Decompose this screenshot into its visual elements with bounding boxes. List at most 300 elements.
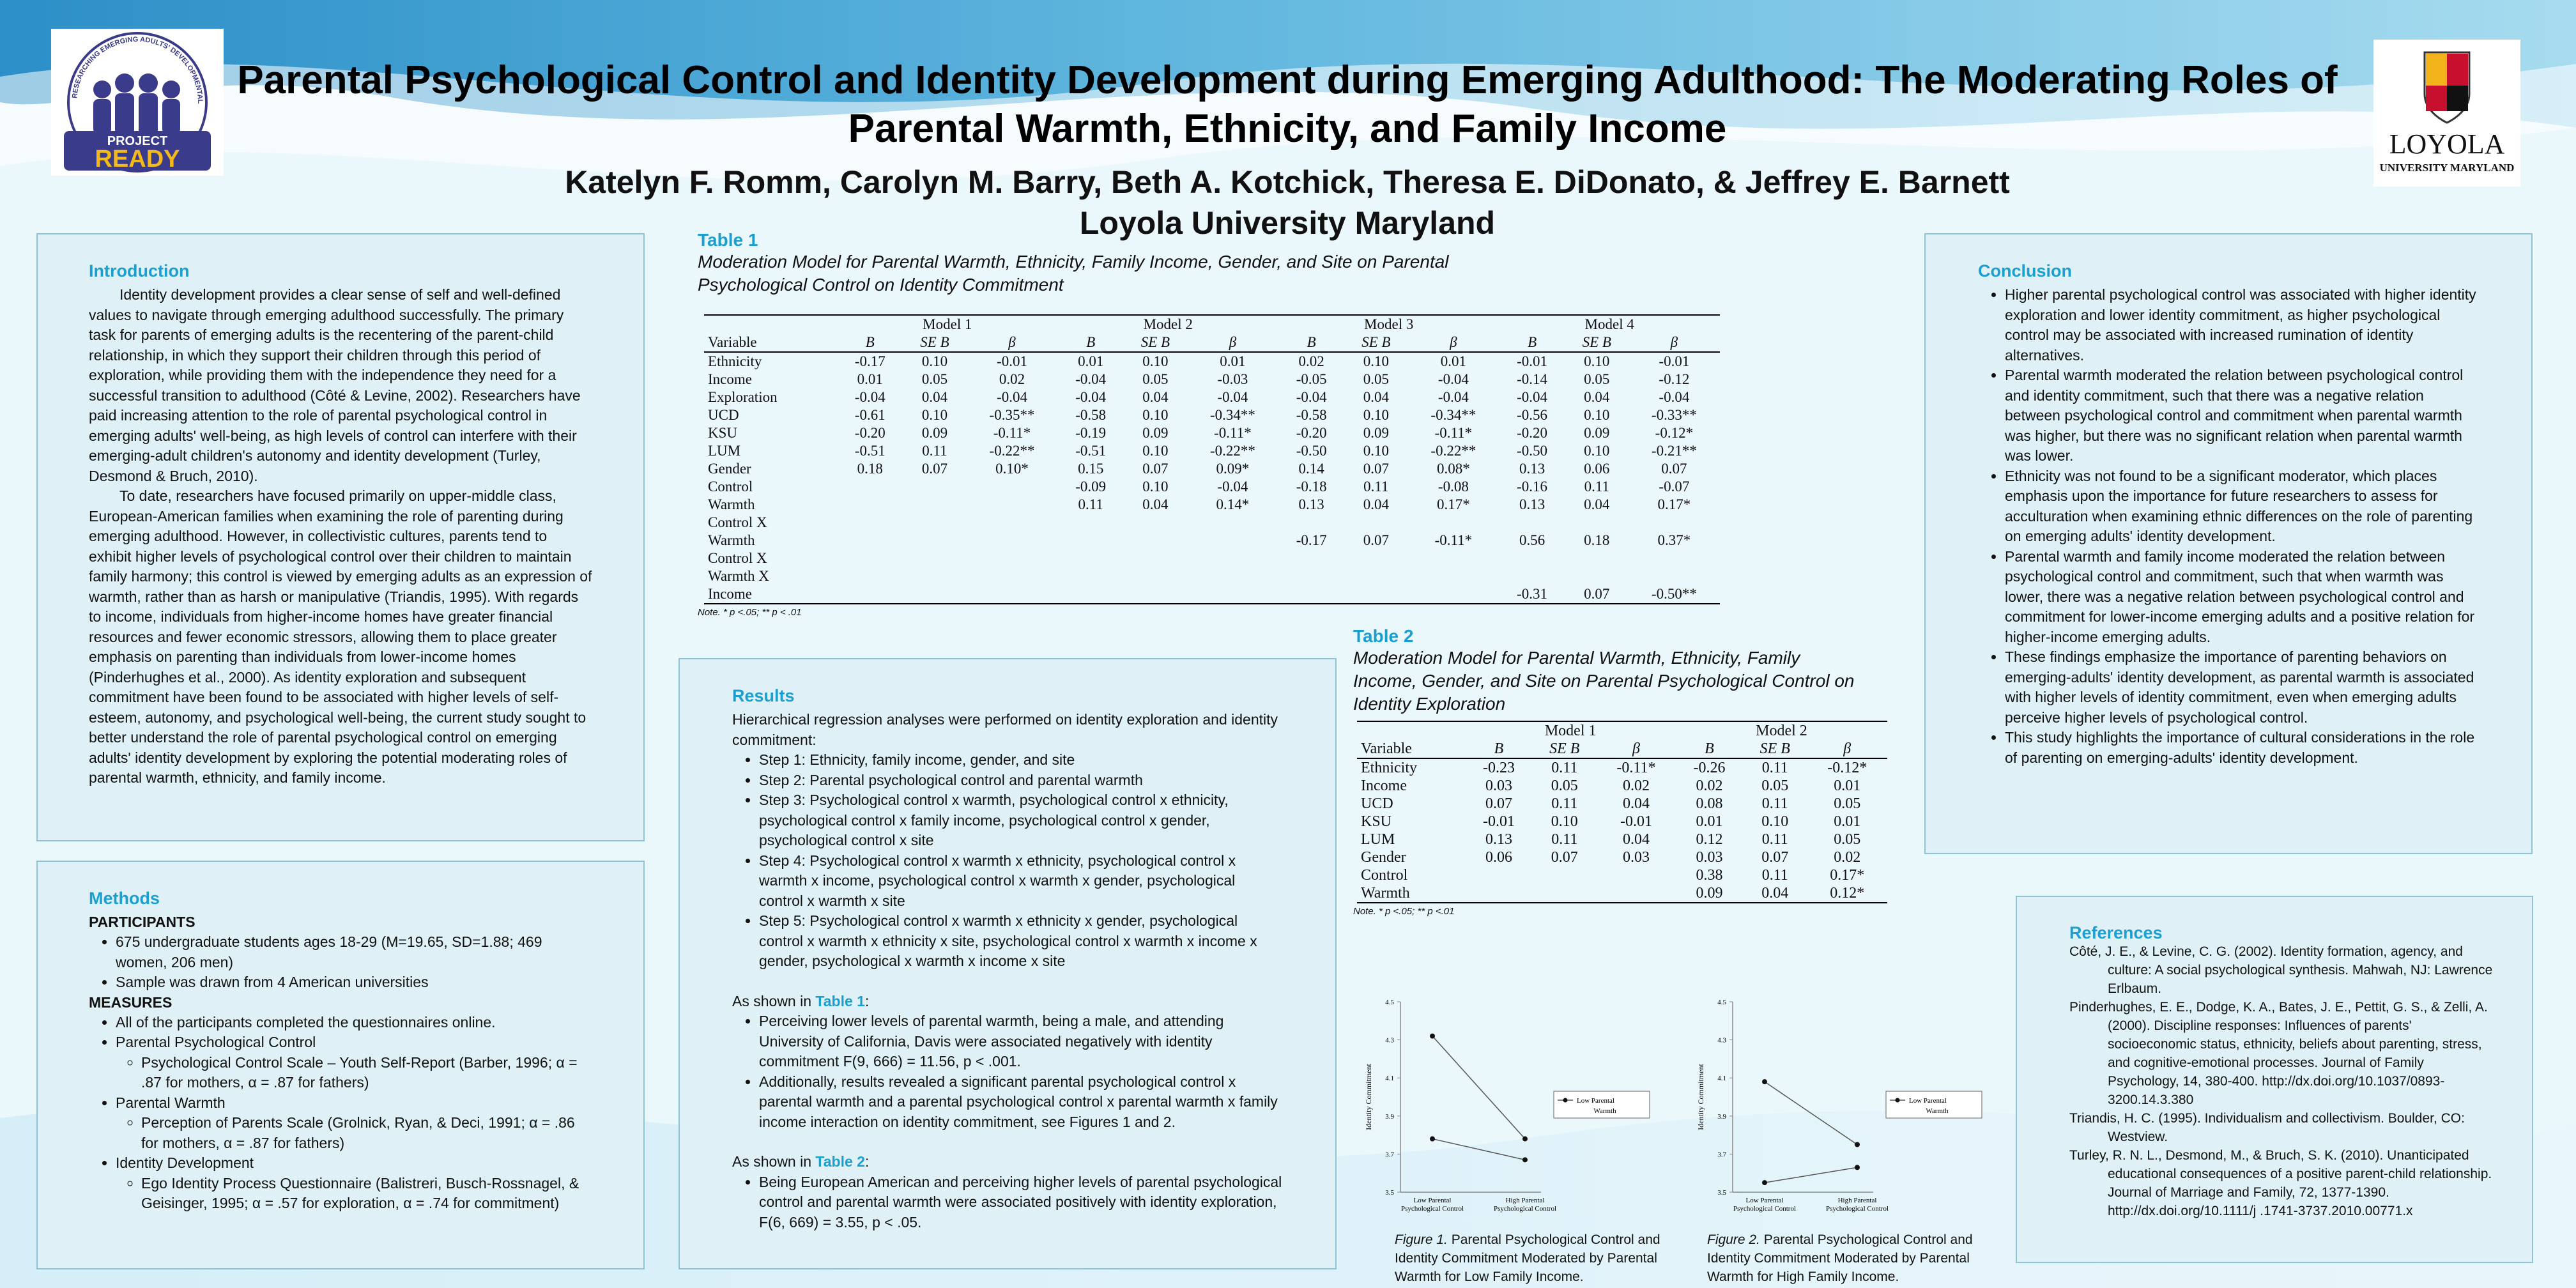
- y-tick-label: 3.5: [1385, 1189, 1394, 1197]
- table-cell: [1058, 567, 1124, 585]
- author-list: Katelyn F. Romm, Carolyn M. Barry, Beth A. Kotchick, Theresa E. DiDonato, & Jeffrey E. Barnett: [565, 164, 2010, 200]
- table-cell: 0.11: [1078, 496, 1103, 512]
- y-tick-label: 4.3: [1385, 1036, 1394, 1045]
- column-header: SE B: [1582, 334, 1611, 350]
- table-cell: 0.10: [1363, 353, 1389, 369]
- table-cell: -0.56: [1517, 407, 1548, 423]
- table-cell: UCD: [708, 407, 739, 423]
- y-tick-label: 4.1: [1717, 1075, 1726, 1083]
- table-row: [704, 406, 1720, 424]
- table-cell: 0.11: [1551, 760, 1578, 776]
- figure2-chart: [1694, 989, 1995, 1225]
- table-cell: 0.02: [1696, 778, 1723, 794]
- introduction-panel: [36, 233, 645, 841]
- table2-label: Table 2: [1353, 626, 1414, 646]
- table-cell: 0.02: [1834, 849, 1861, 866]
- list-item: ◦ Psychological Control Scale – Youth Self-Report (Barber, 1996; α = .87 for mothers, α = .87 for fathers): [141, 1053, 592, 1093]
- reference-entry: Turley, R. N. L., Desmond, M., & Bruch, S. K. (2010). Unanticipated educational consequences of a positive parent-child relationship. Journal of Marriage and Family, 72, 1377-1390. http://dx.doi.org/10.1111/j .1741-3737.2010.00771.x: [2069, 1148, 2492, 1218]
- table-cell: -0.04: [997, 389, 1027, 405]
- table-cell: 0.06: [1584, 461, 1610, 477]
- y-tick-label: 3.9: [1717, 1112, 1726, 1121]
- table-cell: -0.04: [1296, 389, 1327, 405]
- table-cell: 0.03: [1485, 778, 1512, 794]
- table-row: [704, 532, 1720, 549]
- table2-block: [1353, 626, 1890, 917]
- list-item: • Step 2: Parental psychological control and parental warmth: [759, 770, 1283, 791]
- series-line: [1432, 1036, 1525, 1139]
- table-cell: -0.33**: [1651, 407, 1697, 423]
- table-cell: [1407, 514, 1499, 532]
- table-cell: Gender: [708, 461, 751, 477]
- column-header: B: [865, 334, 875, 350]
- x-tick-label: High Parental: [1837, 1197, 1877, 1204]
- table-cell: 0.11: [1363, 479, 1389, 494]
- table-cell: [1597, 866, 1676, 884]
- list-item: • Parental Warmth: [116, 1093, 592, 1114]
- table-cell: [1187, 549, 1278, 567]
- column-header: SE B: [1140, 334, 1170, 350]
- list-item: • These findings emphasize the importance of parenting behaviors on emerging-adults' identity development, as parental warmth is associated with higher levels of identity commitment, even when emerging adults perceive higher levels of psychological control.: [2005, 647, 2476, 728]
- table-cell: -0.17: [1296, 532, 1327, 548]
- legend-label: Warmth: [1926, 1107, 1949, 1115]
- table-cell: 0.07: [1551, 849, 1578, 866]
- table-cell: 0.02: [999, 371, 1025, 387]
- table-cell: -0.01: [1620, 813, 1652, 830]
- table1-findings: [732, 1011, 1283, 1132]
- table-cell: 0.10: [1584, 353, 1610, 369]
- table-cell: [966, 496, 1057, 514]
- model-header: Model 3: [1364, 316, 1414, 332]
- table-cell: Ethnicity: [1361, 760, 1417, 776]
- table-cell: [1187, 585, 1278, 604]
- table-cell: 0.03: [1696, 849, 1723, 866]
- data-point: [1762, 1180, 1767, 1185]
- table-cell: 0.11: [1551, 795, 1578, 812]
- column-header: SE B: [1361, 334, 1391, 350]
- table-cell: [966, 585, 1057, 604]
- table-cell: [1187, 567, 1278, 585]
- table-cell: 0.09: [1696, 885, 1723, 901]
- table-cell: 0.05: [1834, 831, 1861, 848]
- table-cell: [1407, 549, 1499, 567]
- table-cell: Warmth: [1361, 885, 1410, 901]
- table-cell: -0.58: [1296, 407, 1327, 423]
- methods-panel: [36, 861, 645, 1269]
- list-item: • Identity Development: [116, 1153, 592, 1174]
- table-cell: [903, 567, 966, 585]
- table-cell: -0.22**: [1430, 443, 1476, 459]
- table-cell: LUM: [708, 443, 741, 459]
- table-cell: 0.37*: [1657, 532, 1691, 548]
- x-tick-label: Low Parental: [1745, 1197, 1784, 1204]
- table-cell: 0.07: [1485, 795, 1512, 812]
- table-cell: 0.04: [1363, 389, 1389, 405]
- as-shown-table1: [732, 992, 1283, 1012]
- table-cell: -0.01: [997, 353, 1027, 369]
- table-cell: 0.17*: [1830, 867, 1865, 884]
- table-cell: 0.05: [921, 371, 948, 387]
- list-item: • Ethnicity was not found to be a significant moderator, which places emphasis upon the importance for future researchers to assess for acculturation when examining ethnic differences on the role of parenting on emerging adults' identity development.: [2005, 466, 2476, 547]
- legend-marker: [1896, 1098, 1900, 1103]
- table-cell: [1533, 884, 1597, 903]
- table-cell: 0.04: [1584, 496, 1610, 512]
- data-point: [1762, 1079, 1767, 1084]
- table-cell: [1499, 549, 1565, 567]
- table-cell: 0.04: [1142, 389, 1169, 405]
- participants-label: PARTICIPANTS: [89, 914, 195, 930]
- measures-label: MEASURES: [89, 993, 172, 1011]
- table-cell: -0.12*: [1827, 760, 1867, 776]
- table-cell: -0.17: [854, 353, 885, 369]
- table-cell: 0.05: [1142, 371, 1169, 387]
- table-cell: 0.18: [1584, 532, 1610, 548]
- model-header: Model 1: [1544, 723, 1597, 739]
- table-cell: 0.09*: [1216, 461, 1250, 477]
- table-cell: 0.10: [1142, 479, 1169, 494]
- table-cell: -0.04: [1217, 479, 1248, 494]
- table-cell: 0.10: [1551, 813, 1578, 830]
- participants-list: [89, 932, 592, 993]
- table-cell: 0.05: [1584, 371, 1610, 387]
- table-cell: -0.22**: [1209, 443, 1255, 459]
- table-cell: [1344, 549, 1407, 567]
- table2-title: Moderation Model for Parental Warmth, Ethnicity, Family Income, Gender, and Site on Parental Psychological Control on Identity Exploration: [1353, 648, 1855, 714]
- table-cell: -0.11*: [993, 425, 1031, 441]
- column-header: SE B: [1759, 740, 1790, 757]
- logo-arc-text: RESEARCHING EMERGING ADULTS' DEVELOPMENTAL: [71, 35, 204, 104]
- table-cell: -0.20: [1296, 425, 1327, 441]
- column-header: B: [1086, 334, 1096, 350]
- column-header: SE B: [920, 334, 949, 350]
- legend-label: Warmth: [1593, 1107, 1616, 1115]
- table-row: [1357, 795, 1887, 813]
- table-cell: 0.04: [1761, 885, 1789, 901]
- table-cell: [903, 549, 966, 567]
- table-row: [704, 478, 1720, 496]
- conclusion-heading: Conclusion: [1978, 261, 2072, 280]
- table-cell: -0.19: [1075, 425, 1107, 441]
- y-tick-label: 3.7: [1717, 1151, 1726, 1159]
- table-cell: [1629, 567, 1720, 585]
- table-cell: LUM: [1361, 831, 1395, 848]
- table-cell: -0.11*: [1434, 532, 1473, 548]
- table-cell: [1629, 549, 1720, 567]
- model-header: Model 2: [1756, 723, 1807, 739]
- table-cell: 0.12: [1696, 831, 1723, 848]
- table-cell: [1565, 549, 1629, 567]
- table-cell: 0.02: [1298, 353, 1324, 369]
- logo-project-text: PROJECT: [107, 134, 168, 148]
- x-tick-label: Psychological Control: [1733, 1205, 1797, 1213]
- table-cell: 0.11: [1761, 867, 1788, 884]
- column-header: β: [1843, 740, 1851, 757]
- table-row: [704, 460, 1720, 478]
- table-cell: 0.07: [1142, 461, 1169, 477]
- table-row: [704, 352, 1720, 371]
- table-row: [1357, 758, 1887, 777]
- table-cell: KSU: [708, 425, 738, 441]
- table-cell: -0.34**: [1209, 407, 1255, 423]
- table-cell: -0.11*: [1616, 760, 1656, 776]
- column-header: SE B: [1549, 740, 1580, 757]
- list-item: • Step 1: Ethnicity, family income, gender, and site: [759, 750, 1283, 770]
- table-cell: -0.31: [1517, 586, 1548, 602]
- x-tick-label: High Parental: [1505, 1197, 1545, 1204]
- table1-label: Table 1: [698, 230, 758, 250]
- table-cell: -0.04: [1438, 371, 1469, 387]
- poster-title: Parental Psychological Control and Identity Development during Emerging Adulthood: The Moderating Roles of Parental Warmth, Ethnicity, and Family Income: [237, 58, 2338, 151]
- table-cell: -0.03: [1217, 371, 1248, 387]
- table-cell: [1629, 514, 1720, 532]
- table-cell: Income: [1361, 778, 1407, 794]
- table-cell: 0.56: [1519, 532, 1545, 548]
- table-cell: [1058, 532, 1124, 549]
- figure1-caption: [1395, 1230, 1689, 1286]
- legend-marker: [1563, 1098, 1568, 1103]
- table-cell: [966, 514, 1057, 532]
- table-cell: -0.20: [1517, 425, 1548, 441]
- table-cell: [1124, 549, 1187, 567]
- figure2-caption-label: Figure 2.: [1707, 1232, 1760, 1247]
- table-cell: -0.20: [854, 425, 885, 441]
- table-cell: -0.22**: [989, 443, 1035, 459]
- table-cell: 0.10: [1142, 353, 1169, 369]
- table-cell: 0.04: [1584, 389, 1610, 405]
- table-cell: [966, 478, 1057, 496]
- table-cell: [1499, 514, 1565, 532]
- table-cell: 0.13: [1485, 831, 1512, 848]
- list-item: ◦ Perception of Parents Scale (Grolnick, Ryan, & Deci, 1991; α = .86 for mothers, α = .87 for fathers): [141, 1113, 592, 1153]
- logo-university-text: UNIVERSITY MARYLAND: [2379, 162, 2515, 174]
- table-cell: [1597, 884, 1676, 903]
- table-cell: -0.07: [1659, 479, 1690, 494]
- table-cell: -0.21**: [1651, 443, 1697, 459]
- table-cell: -0.08: [1438, 479, 1469, 494]
- list-item: • 675 undergraduate students ages 18-29 (M=19.65, SD=1.88; 469 women, 206 men): [116, 932, 592, 972]
- figure1-caption-label: Figure 1.: [1395, 1232, 1448, 1247]
- legend-label: Low Parental: [1577, 1097, 1614, 1105]
- table1-title: Moderation Model for Parental Warmth, Ethnicity, Family Income, Gender, and Site on Parental Psychological Control on Identity Commitment: [698, 252, 1449, 295]
- table-cell: -0.50: [1296, 443, 1327, 459]
- list-item: • Step 4: Psychological control x warmth x ethnicity, psychological control x warmth x income, psychological control x warmth x gender, psychological control x warmth x site: [759, 851, 1283, 912]
- logo-ready-text: READY: [95, 146, 180, 172]
- column-header: β: [1632, 740, 1640, 757]
- data-point: [1430, 1034, 1435, 1039]
- as-shown-suffix: :: [864, 992, 870, 1009]
- table-cell: [1278, 585, 1344, 604]
- column-header: Variable: [1361, 740, 1412, 757]
- table-cell: -0.50: [1517, 443, 1548, 459]
- as-shown-table2: [732, 1152, 1283, 1172]
- list-item: • Perceiving lower levels of parental warmth, being a male, and attending University of California, Davis were associated negatively with identity commitment F(9, 666) = 11.56, p < .001.: [759, 1011, 1283, 1072]
- conclusion-panel: [1924, 233, 2533, 854]
- list-item: • Being European American and perceiving higher levels of parental psychological control and parental warmth were associated positively with identity exploration, F(6, 669) = 3.55, p < .05.: [759, 1172, 1283, 1233]
- reference-entry: Pinderhughes, E. E., Dodge, K. A., Bates, J. E., Pettit, G. S., & Zelli, A. (2000). Discipline responses: Influences of parents' socioeconomic status, ethnicity, beliefs about parenting, stress, and cognitive-emotional processes. Journal of Family Psychology, 14, 380-400. http://dx.doi.org/10.1037/0893-3200.14.3.380: [2069, 1000, 2488, 1107]
- y-tick-label: 4.1: [1385, 1075, 1394, 1083]
- table-row: [704, 371, 1720, 388]
- reference-entry: Côté, J. E., & Levine, C. G. (2002). Identity formation, agency, and culture: A social psychological synthesis. Mahwah, NJ: Lawrence Erlbaum.: [2069, 944, 2493, 996]
- table-cell: 0.10: [1584, 443, 1610, 459]
- x-tick-label: Psychological Control: [1493, 1205, 1557, 1213]
- as-shown-prefix: As shown in: [732, 1153, 816, 1170]
- table-cell: 0.01: [1220, 353, 1246, 369]
- y-tick-label: 3.7: [1385, 1151, 1394, 1159]
- introduction-paragraph: Identity development provides a clear sense of self and well-defined values to navigate through emerging adulthood successfully. The primary task for parents of emerging adults is the recentering of the parent-child relationship, in which they support their children through this period of exploration, while providing them with the independence they need for a successful transition to adulthood (Côté & Levine, 2002). Researchers have paid increasing attention to the role of parental psychological control in emerging adults' well-being, as high levels of control can interfere with their emerging-adult children's autonomy and identity development (Turley, Desmond & Bruch, 2010).: [89, 286, 581, 484]
- table-cell: 0.09: [1142, 425, 1169, 441]
- x-tick-label: Psychological Control: [1825, 1205, 1889, 1213]
- table-cell: 0.04: [1363, 496, 1389, 512]
- list-item: • Step 3: Psychological control x warmth, psychological control x ethnicity, psychological control x family income, psychological control x gender, psychological control x site: [759, 790, 1283, 851]
- y-tick-label: 3.5: [1717, 1189, 1726, 1197]
- table-cell: 0.08*: [1436, 461, 1470, 477]
- table-row: [1357, 813, 1887, 831]
- table-cell: Control X: [708, 514, 767, 530]
- table1-ref: Table 1: [815, 992, 865, 1009]
- table-cell: -0.04: [1659, 389, 1690, 405]
- table-cell: [1407, 567, 1499, 585]
- table-cell: 0.04: [1622, 831, 1650, 848]
- list-item: • Higher parental psychological control was associated with higher identity exploration and lower identity commitment, as higher psychological control may be associated with increased rumination of identity alternatives.: [2005, 285, 2476, 365]
- y-tick-label: 4.5: [1385, 999, 1394, 1006]
- list-item: • Step 5: Psychological control x warmth x ethnicity x gender, psychological control x warmth x ethnicity x site, psychological control x warmth x income x gender, psychological x warmth x income x site: [759, 911, 1283, 972]
- table-cell: [837, 514, 903, 532]
- table2-note: Note. * p <.05; ** p <.01: [1353, 906, 1455, 917]
- table-cell: 0.01: [1078, 353, 1104, 369]
- table-cell: [1565, 514, 1629, 532]
- table-cell: [1465, 866, 1532, 884]
- table-cell: [966, 567, 1057, 585]
- steps-list: [732, 750, 1283, 972]
- table-cell: -0.61: [854, 407, 885, 423]
- table-row: [704, 567, 1720, 585]
- table-cell: -0.51: [1075, 443, 1107, 459]
- table-cell: [1278, 567, 1344, 585]
- table-cell: 0.07: [1363, 532, 1389, 548]
- table-cell: [837, 549, 903, 567]
- table-cell: UCD: [1361, 795, 1393, 812]
- table-cell: -0.04: [1217, 389, 1248, 405]
- column-header: β: [1229, 334, 1237, 350]
- series-line: [1765, 1082, 1857, 1144]
- table-row: [704, 585, 1720, 604]
- table-cell: 0.11: [1761, 831, 1788, 848]
- table-cell: 0.09: [1363, 425, 1389, 441]
- table-cell: 0.11: [1761, 760, 1788, 776]
- table-cell: 0.01: [1440, 353, 1466, 369]
- y-axis-label: Identity Commitment: [1364, 1064, 1373, 1130]
- table-cell: 0.11: [1584, 479, 1609, 494]
- table-cell: -0.09: [1075, 479, 1107, 494]
- table-cell: [1124, 514, 1187, 532]
- results-heading: Results: [732, 686, 795, 705]
- table-cell: [1278, 514, 1344, 532]
- list-item: • This study highlights the importance of cultural considerations in the role of parenting on emerging-adults' identity development.: [2005, 728, 2476, 768]
- column-header: B: [1705, 740, 1714, 757]
- figure2-caption-text: Parental Psychological Control and Identity Commitment Moderated by Parental Warmth for High Family Income.: [1707, 1232, 1973, 1284]
- table-cell: [1278, 549, 1344, 567]
- column-header: β: [1008, 334, 1016, 350]
- table-cell: 0.17*: [1436, 496, 1470, 512]
- table-cell: [1344, 567, 1407, 585]
- table-cell: 0.10: [1142, 443, 1169, 459]
- table-cell: 0.04: [1142, 496, 1169, 512]
- table-cell: [903, 585, 966, 604]
- table-cell: 0.11: [922, 443, 947, 459]
- table-cell: Ethnicity: [708, 353, 762, 369]
- loyola-logo: [2373, 40, 2520, 187]
- table-cell: -0.18: [1296, 479, 1327, 494]
- y-axis-label: Identity Commitment: [1696, 1064, 1705, 1130]
- table-cell: 0.18: [857, 461, 883, 477]
- table-cell: -0.34**: [1430, 407, 1476, 423]
- table-cell: Warmth X: [708, 568, 769, 584]
- table-cell: [903, 478, 966, 496]
- list-item: • Additionally, results revealed a significant parental psychological control x parental warmth and a parental psychological control x parental warmth x family income interaction on identity commitment, see Figures 1 and 2.: [759, 1072, 1283, 1133]
- list-item: • All of the participants completed the questionnaires online.: [116, 1013, 592, 1033]
- table-cell: 0.13: [1519, 496, 1545, 512]
- table-cell: 0.38: [1696, 867, 1723, 884]
- column-header: B: [1494, 740, 1504, 757]
- results-intro: Hierarchical regression analyses were performed on identity exploration and identity commitment:: [732, 711, 1278, 748]
- y-tick-label: 3.9: [1385, 1112, 1394, 1121]
- table-cell: 0.04: [921, 389, 948, 405]
- table-cell: [903, 514, 966, 532]
- table-cell: 0.05: [1834, 795, 1861, 812]
- table-cell: Control: [1361, 867, 1408, 884]
- table-cell: Control X: [708, 550, 767, 566]
- series-line: [1432, 1139, 1525, 1160]
- data-point: [1522, 1157, 1528, 1162]
- table-cell: -0.11*: [1214, 425, 1252, 441]
- table-cell: 0.07: [921, 461, 948, 477]
- table-cell: 0.03: [1622, 849, 1650, 866]
- data-point: [1522, 1137, 1528, 1142]
- table-row: [1357, 884, 1887, 903]
- table-cell: -0.12: [1659, 371, 1690, 387]
- table-cell: [903, 496, 966, 514]
- column-header: β: [1450, 334, 1457, 350]
- table-cell: 0.07: [1363, 461, 1389, 477]
- table-cell: 0.11: [1551, 831, 1578, 848]
- x-tick-label: Low Parental: [1413, 1197, 1452, 1204]
- table2-findings: [732, 1172, 1283, 1233]
- table-cell: [1058, 514, 1124, 532]
- figure1-caption-text: Parental Psychological Control and Identity Commitment Moderated by Parental Warmth for Low Family Income.: [1395, 1232, 1660, 1284]
- table-row: [704, 496, 1720, 514]
- table-cell: 0.09: [921, 425, 948, 441]
- table-cell: -0.50**: [1651, 586, 1697, 602]
- table-cell: [903, 532, 966, 549]
- table-cell: [1124, 585, 1187, 604]
- conclusion-list: [1978, 285, 2476, 768]
- table2-ref: Table 2: [815, 1153, 865, 1170]
- table-cell: [1124, 567, 1187, 585]
- table-cell: 0.13: [1298, 496, 1324, 512]
- table-cell: 0.12*: [1830, 885, 1865, 901]
- measures-list: [89, 1013, 592, 1214]
- table-cell: [1465, 884, 1532, 903]
- table-cell: [966, 549, 1057, 567]
- table-cell: 0.17*: [1657, 496, 1691, 512]
- table-row: [1357, 848, 1887, 866]
- results-panel: [678, 658, 1337, 1269]
- figure1-chart: [1362, 989, 1662, 1225]
- figure2-caption: [1707, 1230, 2007, 1286]
- table-cell: [837, 478, 903, 496]
- table-cell: 0.15: [1078, 461, 1104, 477]
- table-cell: 0.10: [921, 353, 948, 369]
- list-item: • Parental warmth moderated the relation between psychological control and identity commitment, such that there was a negative relation between psychological control and commitment when parental warmth was higher, but there was no significant relation when parental warmth was lower.: [2005, 365, 2476, 466]
